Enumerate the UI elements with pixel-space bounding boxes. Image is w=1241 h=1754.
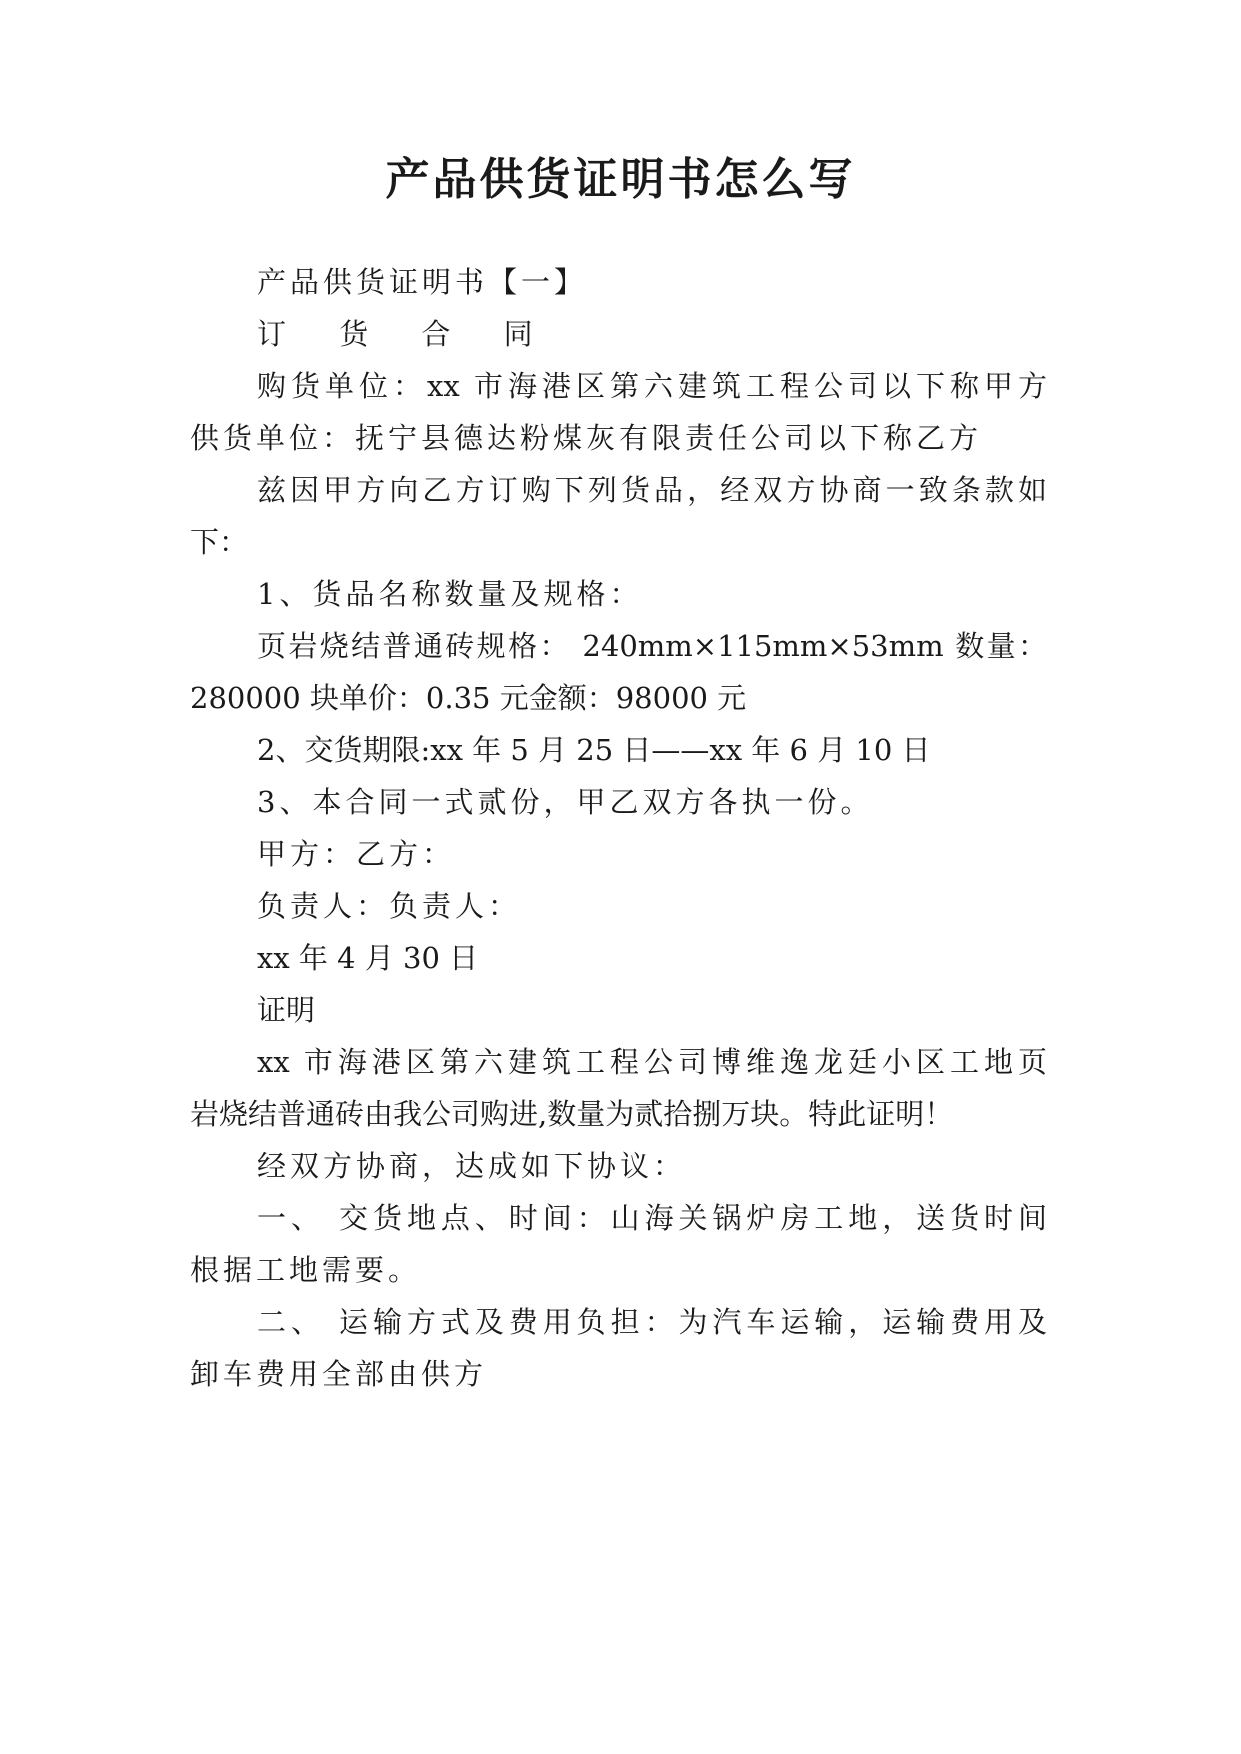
- date-line: xx 年 4 月 30 日: [257, 941, 479, 975]
- certificate-line: xx 市海港区第六建筑工程公司博维逸龙廷小区工地页: [257, 1045, 1047, 1079]
- certificate-heading: 证明: [257, 993, 316, 1027]
- price-line: 280000 块单价：0.35 元金额：98000 元: [190, 681, 747, 715]
- paragraph-line: 兹因甲方向乙方订购下列货品，经双方协商一致条款如: [257, 473, 1047, 507]
- specification-line: 页岩烧结普通砖规格： 240mm×115mm×53mm 数量：: [257, 629, 1047, 663]
- delivery-period-line: 2、交货期限:xx 年 5 月 25 日——xx 年 6 月 10 日: [257, 733, 931, 767]
- parties-line: 甲方：乙方：: [257, 837, 456, 871]
- clause-line: 1、货品名称数量及规格：: [257, 577, 643, 611]
- agreement-clause: 一、 交货地点、时间：山海关锅炉房工地，送货时间: [257, 1201, 1047, 1235]
- paragraph-line: 下：: [190, 525, 249, 559]
- responsible-line: 负责人：负责人：: [257, 889, 522, 923]
- buyer-line: 购货单位：xx 市海港区第六建筑工程公司以下称甲方: [257, 369, 1047, 403]
- agreement-clause: 根据工地需要。: [190, 1253, 422, 1287]
- contract-heading: 订 货 合 同: [257, 317, 555, 351]
- section-heading: 产品供货证明书【一】: [257, 265, 588, 299]
- certificate-line: 岩烧结普通砖由我公司购进,数量为贰拾捌万块。特此证明！: [190, 1097, 954, 1131]
- clause-line: 3、本合同一式贰份，甲乙双方各执一份。: [257, 785, 874, 819]
- agreement-clause: 卸车费用全部由供方: [190, 1357, 488, 1391]
- agreement-intro: 经双方协商，达成如下协议：: [257, 1149, 687, 1183]
- supplier-line: 供货单位：抚宁县德达粉煤灰有限责任公司以下称乙方: [190, 421, 983, 455]
- agreement-clause: 二、 运输方式及费用负担：为汽车运输，运输费用及: [257, 1305, 1047, 1339]
- document-title: 产品供货证明书怎么写: [385, 154, 856, 205]
